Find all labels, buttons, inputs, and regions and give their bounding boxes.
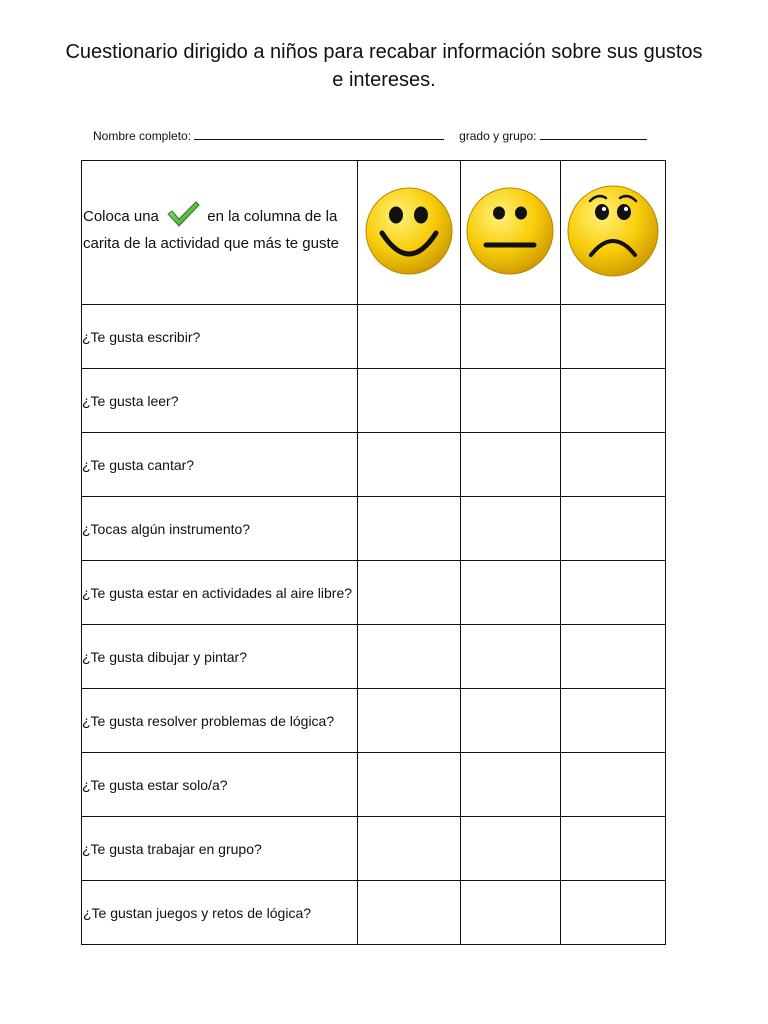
- answer-cell-happy[interactable]: [358, 497, 460, 561]
- question-row: [82, 689, 666, 753]
- question-text: ¿Tocas algún instrumento?: [82, 497, 358, 561]
- name-field[interactable]: [194, 129, 444, 140]
- sad-face-icon: [566, 183, 660, 282]
- question-text: ¿Te gusta resolver problemas de lógica?: [82, 689, 358, 753]
- question-text: ¿Te gusta escribir?: [82, 305, 358, 369]
- answer-cell-neutral[interactable]: [460, 817, 560, 881]
- answer-cell-happy[interactable]: [358, 433, 460, 497]
- answer-cell-happy[interactable]: [358, 561, 460, 625]
- answer-cell-happy[interactable]: [358, 305, 460, 369]
- question-text: ¿Te gusta dibujar y pintar?: [82, 625, 358, 689]
- question-row: [82, 561, 666, 625]
- answer-cell-neutral[interactable]: [460, 497, 560, 561]
- question-row: [82, 433, 666, 497]
- question-text: ¿Te gusta trabajar en grupo?: [82, 817, 358, 881]
- answer-cell-sad[interactable]: [560, 433, 665, 497]
- answer-cell-sad[interactable]: [560, 369, 665, 433]
- neutral-column-header: [460, 161, 560, 305]
- question-row: [82, 817, 666, 881]
- question-text: ¿Te gusta cantar?: [82, 433, 358, 497]
- answer-cell-happy[interactable]: [358, 817, 460, 881]
- answer-cell-neutral[interactable]: [460, 689, 560, 753]
- question-row: [82, 369, 666, 433]
- answer-cell-neutral[interactable]: [460, 369, 560, 433]
- answer-cell-happy[interactable]: [358, 625, 460, 689]
- name-label: Nombre completo:: [93, 129, 192, 143]
- question-row: [82, 753, 666, 817]
- grade-label: grado y grupo:: [459, 129, 537, 143]
- answer-cell-sad[interactable]: [560, 305, 665, 369]
- answer-cell-sad[interactable]: [560, 689, 665, 753]
- answer-cell-sad[interactable]: [560, 625, 665, 689]
- answer-cell-sad[interactable]: [560, 817, 665, 881]
- answer-cell-sad[interactable]: [560, 497, 665, 561]
- header-row: [82, 161, 666, 305]
- question-row: [82, 625, 666, 689]
- question-row: [82, 497, 666, 561]
- answer-cell-neutral[interactable]: [460, 881, 560, 945]
- instruction-after: en la columna de la carita de la actividad que más te guste: [83, 207, 339, 252]
- question-text: ¿Te gusta estar en actividades al aire libre?: [82, 561, 358, 625]
- question-row: [82, 305, 666, 369]
- answer-cell-neutral[interactable]: [460, 433, 560, 497]
- question-text: ¿Te gusta estar solo/a?: [82, 753, 358, 817]
- answer-cell-sad[interactable]: [560, 753, 665, 817]
- instruction-text: [82, 200, 357, 254]
- document-title: Cuestionario dirigido a niños para recabar información sobre sus gustos e intereses.: [65, 41, 703, 91]
- answer-cell-neutral[interactable]: [460, 305, 560, 369]
- answer-cell-happy[interactable]: [358, 753, 460, 817]
- answer-cell-neutral[interactable]: [460, 625, 560, 689]
- checkmark-icon: [166, 200, 200, 234]
- question-row: [82, 881, 666, 945]
- grade-field[interactable]: [540, 129, 647, 140]
- neutral-face-icon: [465, 185, 555, 280]
- sad-column-header: [560, 161, 665, 305]
- answer-cell-happy[interactable]: [358, 369, 460, 433]
- survey-table: [81, 160, 666, 945]
- name-grade-line: [93, 129, 647, 143]
- happy-face-icon: [364, 185, 454, 280]
- answer-cell-sad[interactable]: [560, 881, 665, 945]
- answer-cell-neutral[interactable]: [460, 561, 560, 625]
- answer-cell-happy[interactable]: [358, 689, 460, 753]
- instruction-cell: [82, 161, 358, 305]
- answer-cell-neutral[interactable]: [460, 753, 560, 817]
- question-text: ¿Te gustan juegos y retos de lógica?: [82, 881, 358, 945]
- happy-column-header: [358, 161, 460, 305]
- question-text: ¿Te gusta leer?: [82, 369, 358, 433]
- answer-cell-sad[interactable]: [560, 561, 665, 625]
- instruction-before: Coloca una: [83, 207, 159, 225]
- answer-cell-happy[interactable]: [358, 881, 460, 945]
